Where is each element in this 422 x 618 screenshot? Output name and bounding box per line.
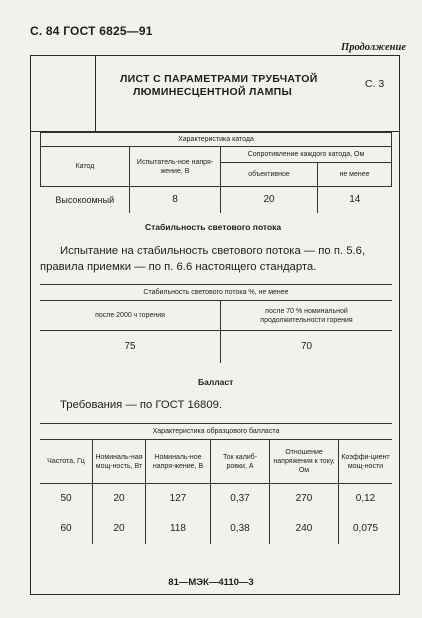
page-footer: 81—МЭК—4110—3: [168, 577, 254, 588]
col-ratio: Отношение напряжения к току, Ом: [270, 440, 339, 484]
cell-ratio: 270: [270, 484, 339, 514]
cathode-type-cell: Высокоомный: [41, 187, 130, 213]
col-cathode: Катод: [41, 147, 130, 187]
flux-stability-text-line2: правила приемки — по п. 6.6 настоящего стандарта.: [40, 261, 317, 273]
ballast-table-caption: Характеристика образцового балласта: [40, 424, 392, 440]
cell-freq: 60: [40, 514, 93, 544]
col-70pct-line2: продолжительности горения: [260, 316, 353, 324]
col-voltage: Номиналь-ное напря-жение, В: [146, 440, 211, 484]
col-resistance: Сопротивление каждого катода, Ом: [221, 147, 392, 163]
col-2000h: после 2000 ч горения: [40, 301, 221, 331]
col-power-factor: Коэффи-циент мощ-ности: [339, 440, 393, 484]
flux-stability-text-line1: Испытание на стабильность светового потока — по п. 5.6,: [60, 245, 366, 257]
cell-current: 0,38: [211, 514, 270, 544]
test-voltage-cell: 8: [130, 187, 221, 213]
col-power: Номиналь-ная мощ-ность, Вт: [93, 440, 146, 484]
cell-voltage: 127: [146, 484, 211, 514]
ballast-table: [40, 423, 392, 544]
cell-pf: 0,075: [339, 514, 393, 544]
continuation-label: Продолжение: [341, 42, 406, 53]
flux-table: [40, 284, 392, 363]
cell-current: 0,37: [211, 484, 270, 514]
flux-table-caption: Стабильность светового потока %, не менее: [40, 285, 392, 301]
cell-freq: 50: [40, 484, 93, 514]
flux-value-2000h: 75: [40, 331, 221, 363]
col-min: не менее: [318, 163, 392, 187]
sheet-title-line1: ЛИСТ С ПАРАМЕТРАМИ ТРУБЧАТОЙ: [120, 73, 318, 85]
cell-ratio: 240: [270, 514, 339, 544]
col-objective: объективное: [221, 163, 318, 187]
cell-power: 20: [93, 514, 146, 544]
sheet-title-line2: ЛЮМИНЕСЦЕНТНОЙ ЛАМПЫ: [133, 86, 293, 98]
flux-stability-heading: Стабильность светового потока: [145, 222, 282, 232]
cathode-table: [40, 132, 392, 213]
cell-voltage: 118: [146, 514, 211, 544]
col-frequency: Частота, Гц: [40, 440, 93, 484]
min-cell: 14: [318, 187, 392, 213]
flux-value-70pct: 70: [221, 331, 393, 363]
cell-pf: 0,12: [339, 484, 393, 514]
table-row: [40, 484, 392, 514]
sheet-number: С. 3: [365, 78, 385, 90]
title-left-separator: [95, 55, 96, 131]
objective-cell: 20: [221, 187, 318, 213]
ballast-requirement: Требования — по ГОСТ 16809.: [60, 399, 223, 411]
table-row: [40, 514, 392, 544]
col-70pct: [221, 301, 393, 331]
cathode-table-caption: Характеристика катода: [41, 133, 392, 147]
col-70pct-line1: после 70 % номинальной: [265, 307, 348, 315]
cell-power: 20: [93, 484, 146, 514]
page-reference: С. 84 ГОСТ 6825—91: [30, 24, 153, 38]
ballast-heading: Балласт: [198, 377, 234, 387]
col-test-voltage: Испытатель-ное напря-жение, В: [130, 147, 221, 187]
col-current: Ток калиб-ровки, А: [211, 440, 270, 484]
